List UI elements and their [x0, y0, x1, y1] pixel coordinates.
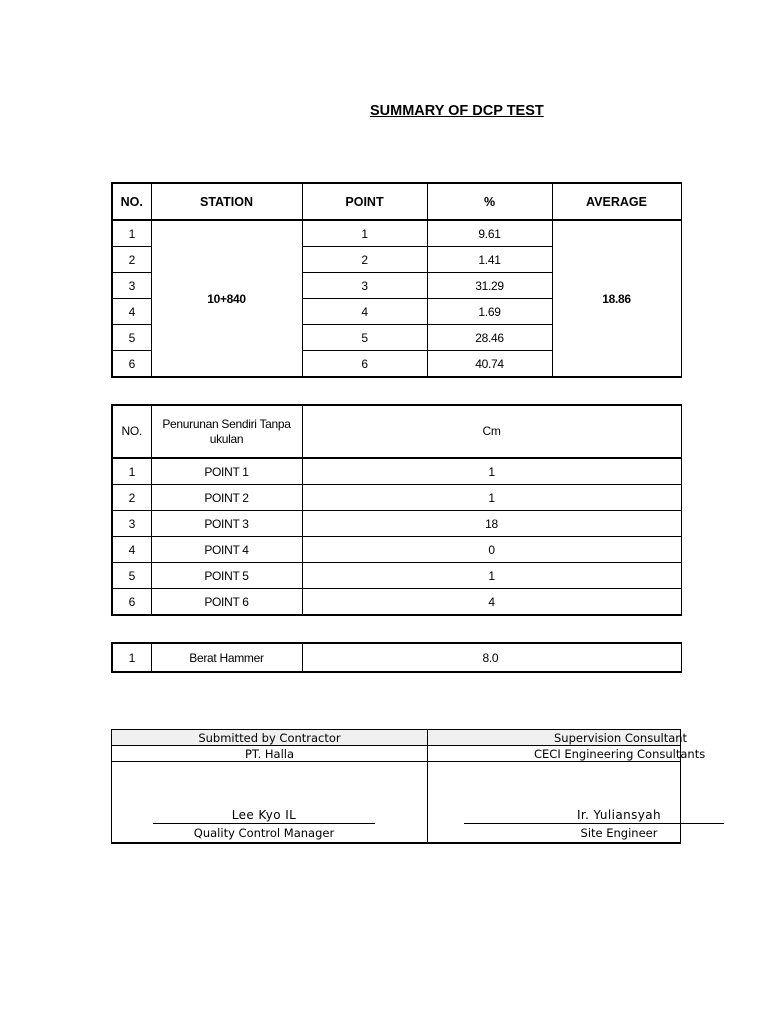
contractor-company: PT. Halla — [112, 746, 428, 762]
signature-role-row — [112, 730, 681, 746]
row-percent: 1.69 — [427, 299, 552, 325]
consultant-signer-name: Ir. Yuliansyah — [464, 808, 724, 824]
row-no: 1 — [112, 220, 151, 247]
contractor-signer-title: Quality Control Manager — [193, 826, 335, 840]
table-row — [112, 643, 681, 672]
row-percent: 28.46 — [427, 325, 552, 351]
row-percent: 1.41 — [427, 247, 552, 273]
row-cm: 18 — [302, 511, 681, 537]
row-no: 4 — [112, 299, 151, 325]
row-no: 2 — [112, 247, 151, 273]
table-row — [112, 458, 681, 485]
table-row — [112, 511, 681, 537]
row-point: 3 — [302, 273, 427, 299]
row-cm: 1 — [302, 563, 681, 589]
row-point: 6 — [302, 351, 427, 378]
dcp-summary-table — [111, 182, 682, 378]
row-point: POINT 2 — [151, 485, 302, 511]
header-percent: % — [427, 183, 552, 220]
row-no: 4 — [112, 537, 151, 563]
contractor-signature-cell — [112, 762, 428, 844]
table-row — [112, 589, 681, 616]
header-no: NO. — [112, 405, 151, 458]
average-cell: 18.86 — [552, 220, 681, 377]
table-row — [112, 220, 681, 247]
table-row — [112, 537, 681, 563]
hammer-label: Berat Hammer — [151, 643, 302, 672]
row-no: 6 — [112, 351, 151, 378]
row-percent: 40.74 — [427, 351, 552, 378]
table-row — [112, 485, 681, 511]
table-header-row — [112, 405, 681, 458]
row-no: 1 — [112, 643, 151, 672]
row-cm: 4 — [302, 589, 681, 616]
row-point: 4 — [302, 299, 427, 325]
consultant-company: CECI Engineering Consultants — [428, 746, 681, 762]
row-no: 2 — [112, 485, 151, 511]
row-point: 5 — [302, 325, 427, 351]
header-point: POINT — [302, 183, 427, 220]
header-cm: Cm — [302, 405, 681, 458]
row-point: POINT 6 — [151, 589, 302, 616]
station-cell: 10+840 — [151, 220, 302, 377]
contractor-role: Submitted by Contractor — [112, 730, 428, 746]
row-no: 5 — [112, 325, 151, 351]
row-point: POINT 3 — [151, 511, 302, 537]
hammer-weight-table — [111, 642, 682, 673]
row-cm: 1 — [302, 458, 681, 485]
consultant-role: Supervision Consultant — [428, 730, 681, 746]
consultant-signer-title: Site Engineer — [580, 826, 658, 840]
header-station: STATION — [151, 183, 302, 220]
header-settlement: Penurunan Sendiri Tanpa ukulan — [151, 405, 302, 458]
table-header-row — [112, 183, 681, 220]
header-no: NO. — [112, 183, 151, 220]
row-no: 6 — [112, 589, 151, 616]
contractor-signature-block — [153, 808, 375, 840]
row-point: POINT 1 — [151, 458, 302, 485]
signature-company-row — [112, 746, 681, 762]
signature-sign-row — [112, 762, 681, 844]
row-point: 1 — [302, 220, 427, 247]
row-no: 5 — [112, 563, 151, 589]
page-title: SUMMARY OF DCP TEST — [370, 103, 544, 119]
row-point: POINT 5 — [151, 563, 302, 589]
contractor-signer-name: Lee Kyo IL — [153, 808, 375, 824]
row-no: 3 — [112, 273, 151, 299]
consultant-signature-block — [464, 808, 724, 840]
row-no: 1 — [112, 458, 151, 485]
row-no: 3 — [112, 511, 151, 537]
row-cm: 1 — [302, 485, 681, 511]
row-percent: 31.29 — [427, 273, 552, 299]
header-average: AVERAGE — [552, 183, 681, 220]
row-point: POINT 4 — [151, 537, 302, 563]
table-row — [112, 563, 681, 589]
row-point: 2 — [302, 247, 427, 273]
row-percent: 9.61 — [427, 220, 552, 247]
hammer-value: 8.0 — [302, 643, 681, 672]
row-cm: 0 — [302, 537, 681, 563]
settlement-table — [111, 404, 682, 616]
consultant-signature-cell — [428, 762, 681, 844]
signature-table — [111, 729, 706, 844]
